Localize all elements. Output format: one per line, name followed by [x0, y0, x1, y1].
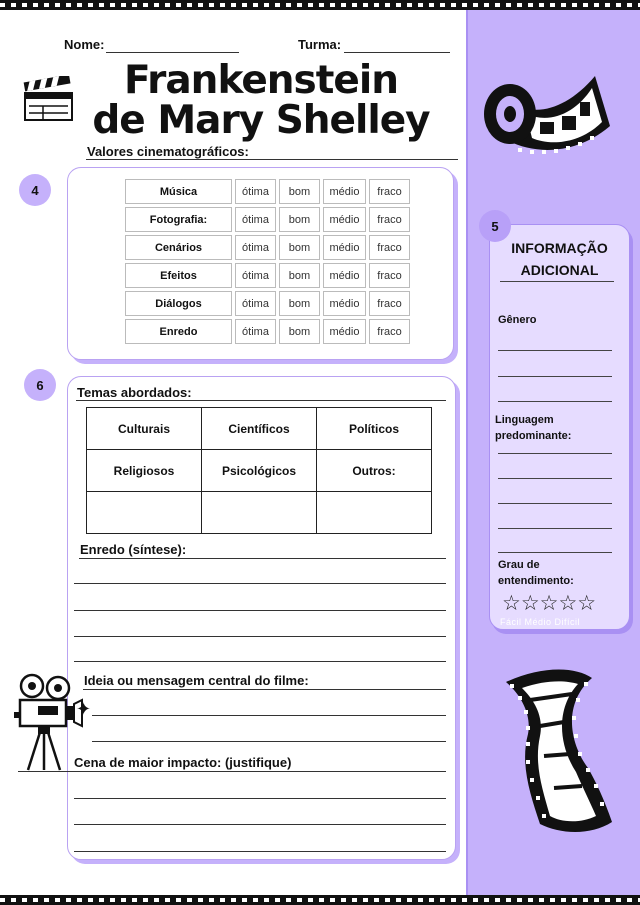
- rating-category: Enredo: [125, 319, 232, 344]
- film-border-bottom: [0, 895, 640, 905]
- themes-underline: [76, 400, 446, 401]
- sparkle-icon: ✦: [76, 699, 92, 719]
- rating-option[interactable]: ótima: [235, 235, 276, 260]
- name-label: Nome:: [64, 37, 105, 52]
- name-field[interactable]: [106, 52, 239, 53]
- class-label: Turma:: [298, 37, 342, 52]
- themes-heading: Temas abordados:: [77, 385, 192, 400]
- rating-option[interactable]: médio: [323, 235, 366, 260]
- plot-underline: [79, 558, 446, 559]
- rating-option[interactable]: bom: [279, 319, 320, 344]
- rating-row: [125, 263, 410, 288]
- rating-option[interactable]: fraco: [369, 291, 410, 316]
- rating-option[interactable]: médio: [323, 319, 366, 344]
- theme-cell[interactable]: [317, 492, 432, 534]
- rating-category: Diálogos: [125, 291, 232, 316]
- rating-option[interactable]: fraco: [369, 179, 410, 204]
- rating-row: [125, 235, 410, 260]
- rating-option[interactable]: bom: [279, 235, 320, 260]
- theme-cell[interactable]: [202, 492, 317, 534]
- rating-row: [125, 319, 410, 344]
- impact-line-2[interactable]: [74, 824, 446, 825]
- impact-line-1[interactable]: [74, 798, 446, 799]
- film-reel-icon: [480, 66, 620, 162]
- impact-line-3[interactable]: [74, 851, 446, 852]
- rating-option[interactable]: médio: [323, 207, 366, 232]
- rating-option[interactable]: médio: [323, 179, 366, 204]
- language-line-4[interactable]: [498, 528, 612, 529]
- ratings-table: [122, 176, 413, 347]
- message-underline: [83, 689, 446, 690]
- language-label-line2: predominante:: [495, 430, 572, 442]
- language-line-1[interactable]: [498, 453, 612, 454]
- theme-cell[interactable]: Religiosos: [87, 450, 202, 492]
- message-line-2[interactable]: [92, 741, 446, 742]
- rating-option[interactable]: ótima: [235, 179, 276, 204]
- difficulty-scale: Fácil Médio Difícil: [500, 617, 581, 627]
- themes-row: [87, 492, 432, 534]
- info-title-underline: [500, 281, 614, 282]
- plot-line-2[interactable]: [74, 610, 446, 611]
- genre-label: Gênero: [498, 314, 537, 326]
- rating-category: Fotografia:: [125, 207, 232, 232]
- language-line-3[interactable]: [498, 503, 612, 504]
- themes-row: [87, 408, 432, 450]
- plot-line-4[interactable]: [74, 661, 446, 662]
- rating-option[interactable]: fraco: [369, 207, 410, 232]
- language-label-line1: Linguagem: [495, 414, 554, 426]
- theme-cell[interactable]: Outros:: [317, 450, 432, 492]
- theme-cell[interactable]: Psicológicos: [202, 450, 317, 492]
- rating-category: Efeitos: [125, 263, 232, 288]
- rating-row: [125, 291, 410, 316]
- heading-underline: [86, 159, 458, 160]
- rating-option[interactable]: fraco: [369, 319, 410, 344]
- page-title-line2: de Mary Shelley: [92, 98, 430, 143]
- class-field[interactable]: [344, 52, 450, 53]
- language-line-2[interactable]: [498, 478, 612, 479]
- genre-line-2[interactable]: [498, 376, 612, 377]
- rating-option[interactable]: médio: [323, 263, 366, 288]
- film-strip-icon: [500, 664, 618, 836]
- rating-option[interactable]: ótima: [235, 291, 276, 316]
- rating-option[interactable]: fraco: [369, 235, 410, 260]
- rating-option[interactable]: ótima: [235, 263, 276, 288]
- cinematographic-values-heading: Valores cinematográficos:: [87, 144, 249, 159]
- rating-option[interactable]: médio: [323, 291, 366, 316]
- message-line-1[interactable]: [92, 715, 446, 716]
- theme-cell[interactable]: [87, 492, 202, 534]
- theme-cell[interactable]: Culturais: [87, 408, 202, 450]
- page-title-line1: Frankenstein: [123, 58, 398, 103]
- understanding-label-line2: entendimento:: [498, 575, 574, 587]
- rating-option[interactable]: bom: [279, 207, 320, 232]
- theme-cell[interactable]: Políticos: [317, 408, 432, 450]
- themes-row: [87, 450, 432, 492]
- additional-info-title-line2: ADICIONAL: [520, 262, 599, 278]
- rating-option[interactable]: ótima: [235, 319, 276, 344]
- plot-heading: Enredo (síntese):: [80, 542, 187, 557]
- rating-option[interactable]: bom: [279, 263, 320, 288]
- plot-line-1[interactable]: [74, 583, 446, 584]
- understanding-label-line1: Grau de: [498, 559, 540, 571]
- rating-option[interactable]: bom: [279, 179, 320, 204]
- rating-stars[interactable]: ☆☆☆☆☆: [502, 592, 597, 615]
- genre-line-1[interactable]: [498, 350, 612, 351]
- section-badge-6: 6: [24, 369, 56, 401]
- impact-scene-heading: Cena de maior impacto: (justifique): [74, 755, 292, 770]
- section-badge-4: 4: [19, 174, 51, 206]
- themes-table: [86, 407, 432, 534]
- rating-row: [125, 179, 410, 204]
- language-line-5[interactable]: [498, 552, 612, 553]
- message-heading: Ideia ou mensagem central do filme:: [84, 673, 309, 688]
- rating-option[interactable]: fraco: [369, 263, 410, 288]
- section-badge-5: 5: [479, 210, 511, 242]
- clapperboard-icon: [23, 76, 75, 122]
- rating-row: [125, 207, 410, 232]
- genre-line-3[interactable]: [498, 401, 612, 402]
- rating-option[interactable]: bom: [279, 291, 320, 316]
- film-camera-icon: [10, 672, 96, 772]
- plot-line-3[interactable]: [74, 636, 446, 637]
- film-border-top: [0, 0, 640, 10]
- rating-category: Cenários: [125, 235, 232, 260]
- rating-option[interactable]: ótima: [235, 207, 276, 232]
- additional-info-title-line1: INFORMAÇÃO: [511, 240, 608, 256]
- rating-category: Música: [125, 179, 232, 204]
- theme-cell[interactable]: Científicos: [202, 408, 317, 450]
